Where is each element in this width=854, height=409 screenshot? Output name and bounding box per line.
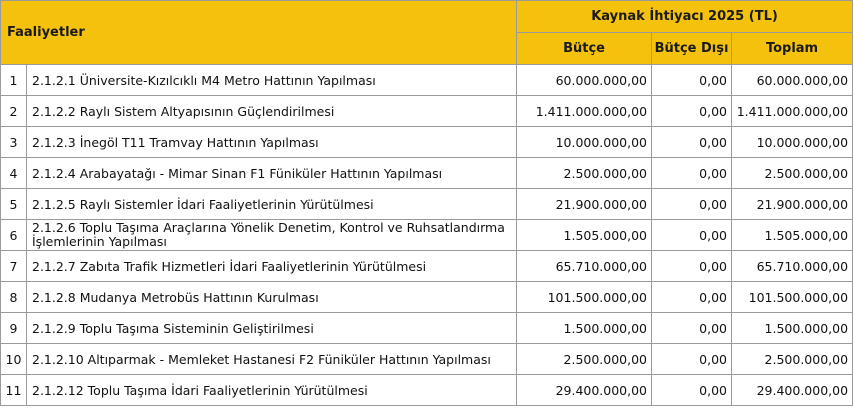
table-row <box>1 220 853 251</box>
table-row <box>1 127 853 158</box>
budget-value: 29.400.000,00 <box>517 375 652 406</box>
off-budget-value: 0,00 <box>652 96 732 127</box>
total-value: 60.000.000,00 <box>732 65 853 96</box>
total-value: 65.710.000,00 <box>732 251 853 282</box>
budget-value: 2.500.000,00 <box>517 158 652 189</box>
resource-needs-header: Kaynak İhtiyacı 2025 (TL) <box>517 1 853 33</box>
total-value: 10.000.000,00 <box>732 127 853 158</box>
activity-name: 2.1.2.8 Mudanya Metrobüs Hattının Kurulması <box>27 282 517 313</box>
table-row <box>1 282 853 313</box>
row-number: 7 <box>1 251 27 282</box>
off-budget-value: 0,00 <box>652 282 732 313</box>
off-budget-value: 0,00 <box>652 344 732 375</box>
table-row <box>1 189 853 220</box>
off-budget-value: 0,00 <box>652 251 732 282</box>
budget-value: 1.411.000.000,00 <box>517 96 652 127</box>
row-number: 9 <box>1 313 27 344</box>
total-value: 1.411.000.000,00 <box>732 96 853 127</box>
off-budget-value: 0,00 <box>652 65 732 96</box>
table-row <box>1 344 853 375</box>
row-number: 1 <box>1 65 27 96</box>
activity-name: 2.1.2.1 Üniversite-Kızılcıklı M4 Metro Hattının Yapılması <box>27 65 517 96</box>
activity-name: 2.1.2.4 Arabayatağı - Mimar Sinan F1 Füniküler Hattının Yapılması <box>27 158 517 189</box>
table-row <box>1 313 853 344</box>
budget-header: Bütçe <box>517 33 652 65</box>
budget-value: 101.500.000,00 <box>517 282 652 313</box>
activity-name: 2.1.2.5 Raylı Sistemler İdari Faaliyetlerinin Yürütülmesi <box>27 189 517 220</box>
row-number: 4 <box>1 158 27 189</box>
row-number: 5 <box>1 189 27 220</box>
off-budget-value: 0,00 <box>652 158 732 189</box>
total-value: 29.400.000,00 <box>732 375 853 406</box>
table-row <box>1 65 853 96</box>
row-number: 8 <box>1 282 27 313</box>
row-number: 3 <box>1 127 27 158</box>
off-budget-value: 0,00 <box>652 313 732 344</box>
total-value: 1.505.000,00 <box>732 220 853 251</box>
activities-header: Faaliyetler <box>1 1 517 65</box>
row-number: 2 <box>1 96 27 127</box>
table-row <box>1 251 853 282</box>
row-number: 11 <box>1 375 27 406</box>
budget-value: 65.710.000,00 <box>517 251 652 282</box>
total-value: 2.500.000,00 <box>732 344 853 375</box>
off-budget-header: Bütçe Dışı <box>652 33 732 65</box>
activity-name: 2.1.2.10 Altıparmak - Memleket Hastanesi F2 Füniküler Hattının Yapılması <box>27 344 517 375</box>
budget-value: 10.000.000,00 <box>517 127 652 158</box>
activity-name: 2.1.2.2 Raylı Sistem Altyapısının Güçlendirilmesi <box>27 96 517 127</box>
off-budget-value: 0,00 <box>652 127 732 158</box>
budget-value: 1.505.000,00 <box>517 220 652 251</box>
total-value: 1.500.000,00 <box>732 313 853 344</box>
header-row-group <box>1 1 853 33</box>
activity-name: 2.1.2.6 Toplu Taşıma Araçlarına Yönelik Denetim, Kontrol ve Ruhsatlandırma İşlemlerinin Yapılması <box>27 220 517 251</box>
off-budget-value: 0,00 <box>652 220 732 251</box>
activity-name: 2.1.2.12 Toplu Taşıma İdari Faaliyetlerinin Yürütülmesi <box>27 375 517 406</box>
off-budget-value: 0,00 <box>652 189 732 220</box>
total-value: 101.500.000,00 <box>732 282 853 313</box>
row-number: 6 <box>1 220 27 251</box>
budget-value: 60.000.000,00 <box>517 65 652 96</box>
total-value: 2.500.000,00 <box>732 158 853 189</box>
budget-value: 1.500.000,00 <box>517 313 652 344</box>
row-number: 10 <box>1 344 27 375</box>
table-row <box>1 96 853 127</box>
off-budget-value: 0,00 <box>652 375 732 406</box>
table-row <box>1 158 853 189</box>
activity-name: 2.1.2.3 İnegöl T11 Tramvay Hattının Yapılması <box>27 127 517 158</box>
table-row <box>1 375 853 406</box>
activity-name: 2.1.2.9 Toplu Taşıma Sisteminin Geliştirilmesi <box>27 313 517 344</box>
total-value: 21.900.000,00 <box>732 189 853 220</box>
activity-name: 2.1.2.7 Zabıta Trafik Hizmetleri İdari Faaliyetlerinin Yürütülmesi <box>27 251 517 282</box>
budget-value: 2.500.000,00 <box>517 344 652 375</box>
budget-value: 21.900.000,00 <box>517 189 652 220</box>
total-header: Toplam <box>732 33 853 65</box>
